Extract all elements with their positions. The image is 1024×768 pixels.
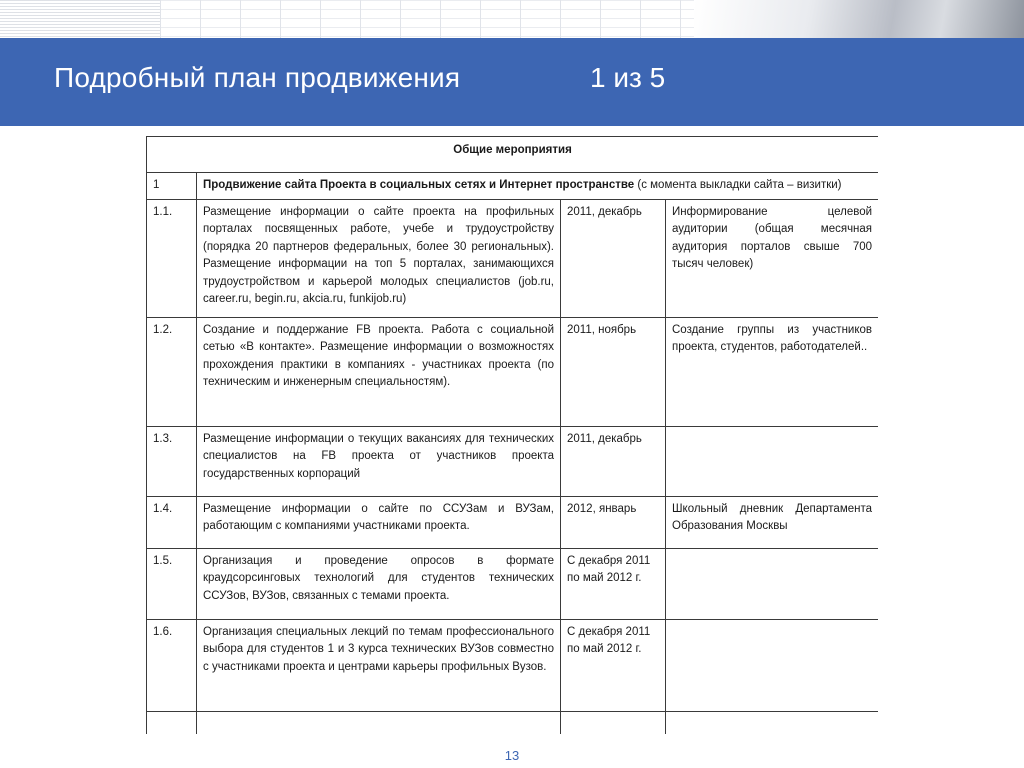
row-description: Организация и проведение опросов в формате краудсорсинговых технологий для студентов технических ССУЗов, ВУЗов, связанных с темами проекта. (197, 548, 561, 619)
table-row (147, 317, 879, 426)
table-header: Общие мероприятия (147, 137, 879, 173)
section-number: 1 (147, 173, 197, 200)
decorative-photo (694, 0, 1024, 38)
row-date: 2011, декабрь (561, 199, 666, 317)
row-result: Создание группы из участников проекта, студентов, работодателей.. (666, 317, 879, 426)
table-row (147, 199, 879, 317)
row-number: 1.4. (147, 496, 197, 548)
row-number: 1.1. (147, 199, 197, 317)
section-title-bold: Продвижение сайта Проекта в социальных сетях и Интернет пространстве (203, 179, 635, 191)
row-date: 2011, декабрь (561, 426, 666, 496)
section-title-note: (с момента выкладки сайта – визитки) (634, 179, 842, 191)
table-header-row (147, 137, 879, 173)
slide-title: Подробный план продвижения (54, 62, 461, 93)
table-row (147, 619, 879, 711)
row-date (561, 711, 666, 734)
decorative-stripes (0, 0, 160, 38)
decorative-grid (160, 0, 720, 38)
row-number (147, 711, 197, 734)
row-date: С декабря 2011 по май 2012 г. (561, 548, 666, 619)
row-description: Размещение информации о текущих вакансиях для технических специалистов на FB проекта от участников проекта государственных корпораций (197, 426, 561, 496)
table-row (147, 496, 879, 548)
table-body (147, 199, 879, 734)
row-result: Школьный дневник Департамента Образования Москвы (666, 496, 879, 548)
slide-page-indicator: 1 из 5 (590, 62, 666, 93)
top-decoration (0, 0, 1024, 38)
row-number: 1.6. (147, 619, 197, 711)
row-date: 2011, ноябрь (561, 317, 666, 426)
row-description: Размещение информации о сайте по ССУЗам и ВУЗам, работающим с компаниями участниками проекта. (197, 496, 561, 548)
document-scan (146, 136, 878, 734)
row-result (666, 426, 879, 496)
plan-table (146, 136, 878, 734)
row-result (666, 619, 879, 711)
row-result (666, 548, 879, 619)
section-title (197, 173, 879, 200)
row-result: Информирование целевой аудитории (общая месячная аудитория порталов свыше 700 тысяч человек) (666, 199, 879, 317)
row-description: Организация специальных лекций по темам профессионального выбора для студентов 1 и 3 курса технических ВУЗов совместно с участниками проекта и центрами карьеры профильных Вузов. (197, 619, 561, 711)
row-number: 1.5. (147, 548, 197, 619)
row-number: 1.2. (147, 317, 197, 426)
row-description: Создание и поддержание FB проекта. Работа с социальной сетью «В контакте». Размещение информации о возможностях прохождения практики в компаниях - участниках проекта (по техническим и инженерным специальностям). (197, 317, 561, 426)
table-row (147, 548, 879, 619)
table-row (147, 426, 879, 496)
section-row (147, 173, 879, 200)
row-description: Размещение информации о сайте проекта на профильных порталах посвященных работе, учебе и трудоустройству (порядка 20 партнеров федеральных, более 30 региональных). Размещение информации на топ 5 порталах, занимающихся трудоустройством и карьерой молодых специалистов (job.ru, career.ru, begin.ru, akcia.ru, funkijob.ru) (197, 199, 561, 317)
row-number: 1.3. (147, 426, 197, 496)
row-date: 2012, январь (561, 496, 666, 548)
row-date: С декабря 2011 по май 2012 г. (561, 619, 666, 711)
table-row (147, 711, 879, 734)
page-number: 13 (504, 748, 520, 763)
row-description (197, 711, 561, 734)
row-result (666, 711, 879, 734)
